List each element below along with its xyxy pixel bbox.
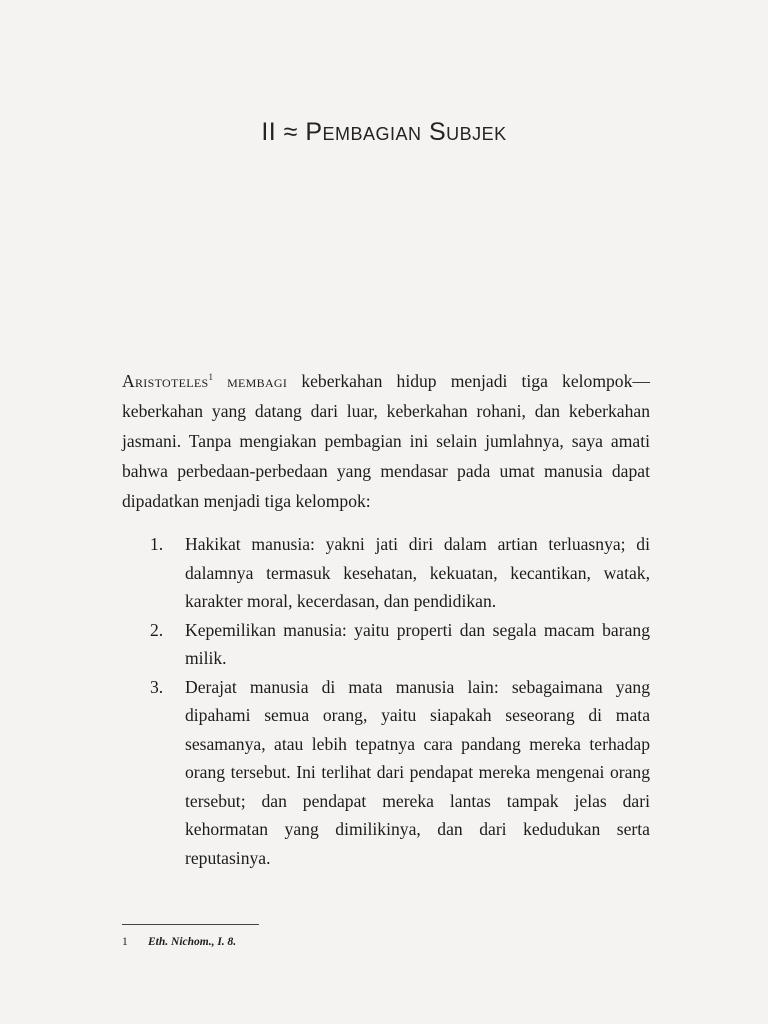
- intro-paragraph: [122, 362, 650, 516]
- list-item: [150, 673, 650, 873]
- list-item-number: 2.: [150, 619, 164, 640]
- intro-lead-name: Aristoteles: [122, 371, 209, 391]
- division-list: [150, 530, 650, 872]
- footnote: [122, 934, 236, 950]
- footnote-reference: 1: [208, 372, 213, 382]
- chapter-title: II ≈ Pembagian Subjek: [261, 118, 507, 146]
- list-item-text: Derajat manusia di mata manusia lain: sebagaimana yang dipahami semua orang, yaitu siapakah seseorang di mata sesamanya, atau lebih tepatnya cara pandang mereka terhadap orang tersebut. Ini terlihat dari pendapat mereka mengenai orang tersebut; dan pendapat mereka lantas tampak jelas dari kehormatan yang dimilikinya, dan dari kedudukan serta reputasinya.: [185, 676, 650, 868]
- list-item: [150, 530, 650, 616]
- list-item-text: Kepemilikan manusia: yaitu properti dan segala macam barang milik.: [185, 619, 650, 668]
- intro-body-text: keberkahan hidup menjadi tiga kelompok— keberkahan yang datang dari luar, keberkahan rohani, dan keberkahan jasmani. Tanpa mengiakan pembagian ini selain jumlahnya, saya amati bahwa perbedaan-perbedaan yang mendasar pada umat manusia dapat dipadatkan menjadi tiga kelompok:: [122, 371, 650, 511]
- list-item-number: 1.: [150, 534, 164, 554]
- list-item-number: 3.: [150, 676, 164, 697]
- intro-lead-verb: membagi: [227, 371, 288, 391]
- list-item-text: Hakikat manusia: yakni jati diri dalam artian terluasnya; di dalamnya termasuk kesehatan, kekuatan, kecantikan, watak, karakter moral, kecerdasan, dan pendidikan.: [185, 534, 650, 611]
- list-item: [150, 616, 650, 673]
- footnote-text: Eth. Nichom., I. 8.: [148, 936, 237, 948]
- footnote-mark: 1: [122, 936, 128, 948]
- footnote-divider: [122, 924, 259, 925]
